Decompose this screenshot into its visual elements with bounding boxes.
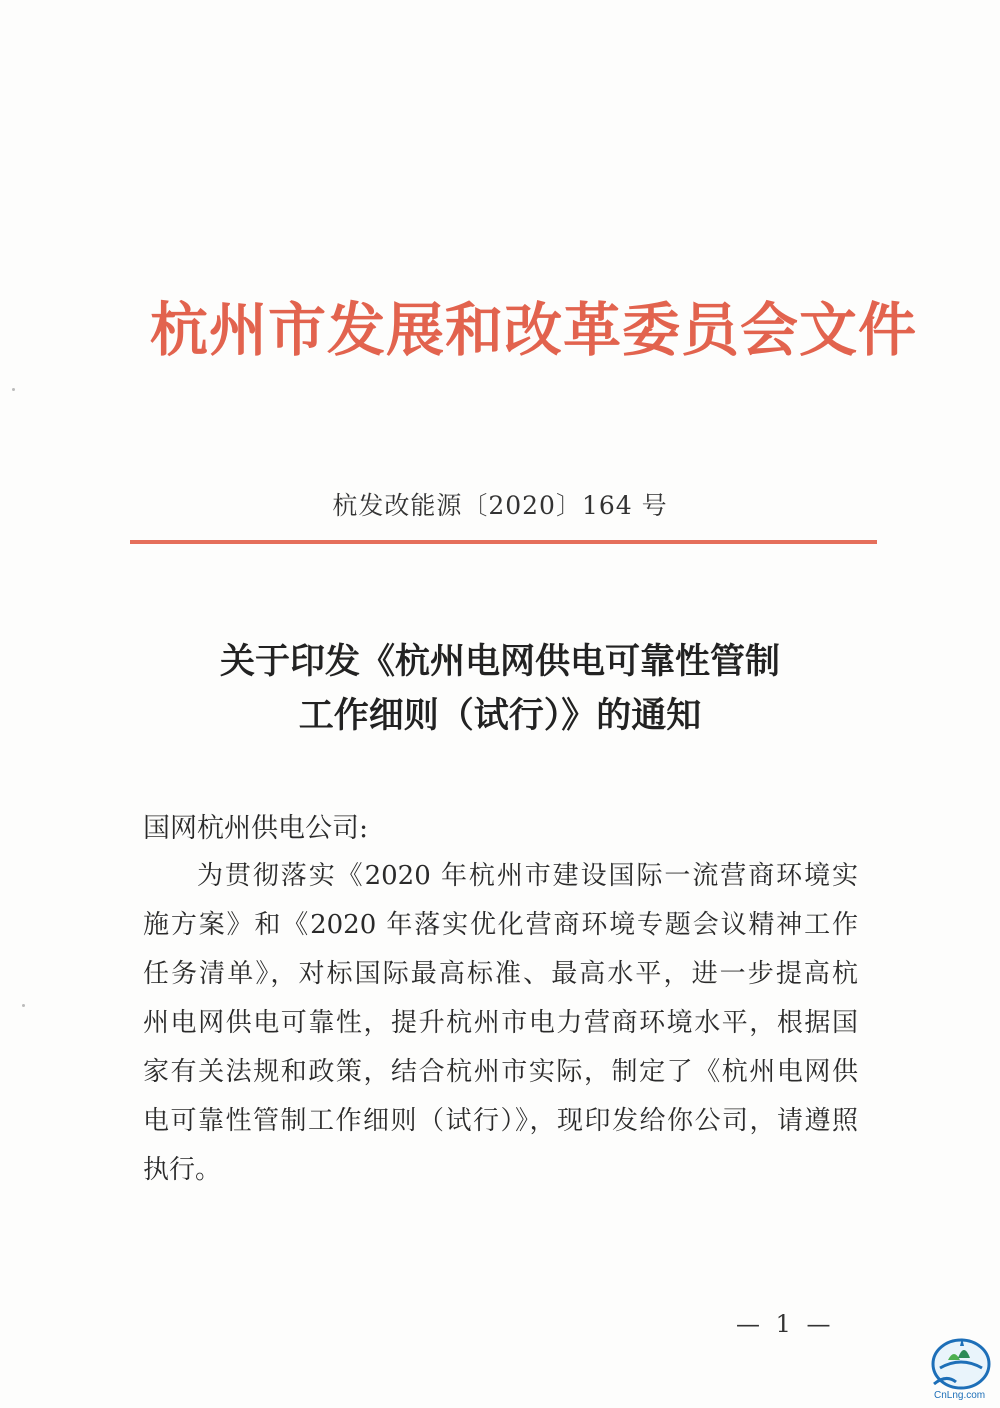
watermark-logo-icon <box>926 1334 996 1398</box>
salutation: 国网杭州供电公司: <box>143 813 369 844</box>
body-line: 州电网供电可靠性，提升杭州市电力营商环境水平，根据国 <box>143 1008 858 1038</box>
red-divider-line <box>130 540 877 544</box>
body-line: 施方案》和《2020 年落实优化营商环境专题会议精神工作 <box>143 910 858 940</box>
body-line: 执行。 <box>143 1155 222 1185</box>
body-line: 电可靠性管制工作细则（试行）》，现印发给你公司，请遵照 <box>143 1106 858 1136</box>
watermark-logo-text: CnLng.com <box>934 1390 986 1401</box>
scan-speck <box>22 1004 25 1007</box>
page-number: — 1 — <box>736 1310 835 1338</box>
scan-speck <box>12 388 15 391</box>
document-title-line-2: 工作细则（试行）》的通知 <box>298 695 702 736</box>
document-title-line-1: 关于印发《杭州电网供电可靠性管制 <box>219 641 780 682</box>
body-line: 家有关法规和政策，结合杭州市实际，制定了《杭州电网供 <box>143 1057 858 1087</box>
body-line: 任务清单》，对标国际最高标准、最高水平，进一步提高杭 <box>143 959 858 989</box>
document-number: 杭发改能源〔2020〕164 号 <box>332 491 668 520</box>
agency-banner: 杭州市发展和改革委员会文件 <box>150 296 918 364</box>
body-line: 为贯彻落实《2020 年杭州市建设国际一流营商环境实 <box>197 861 858 891</box>
